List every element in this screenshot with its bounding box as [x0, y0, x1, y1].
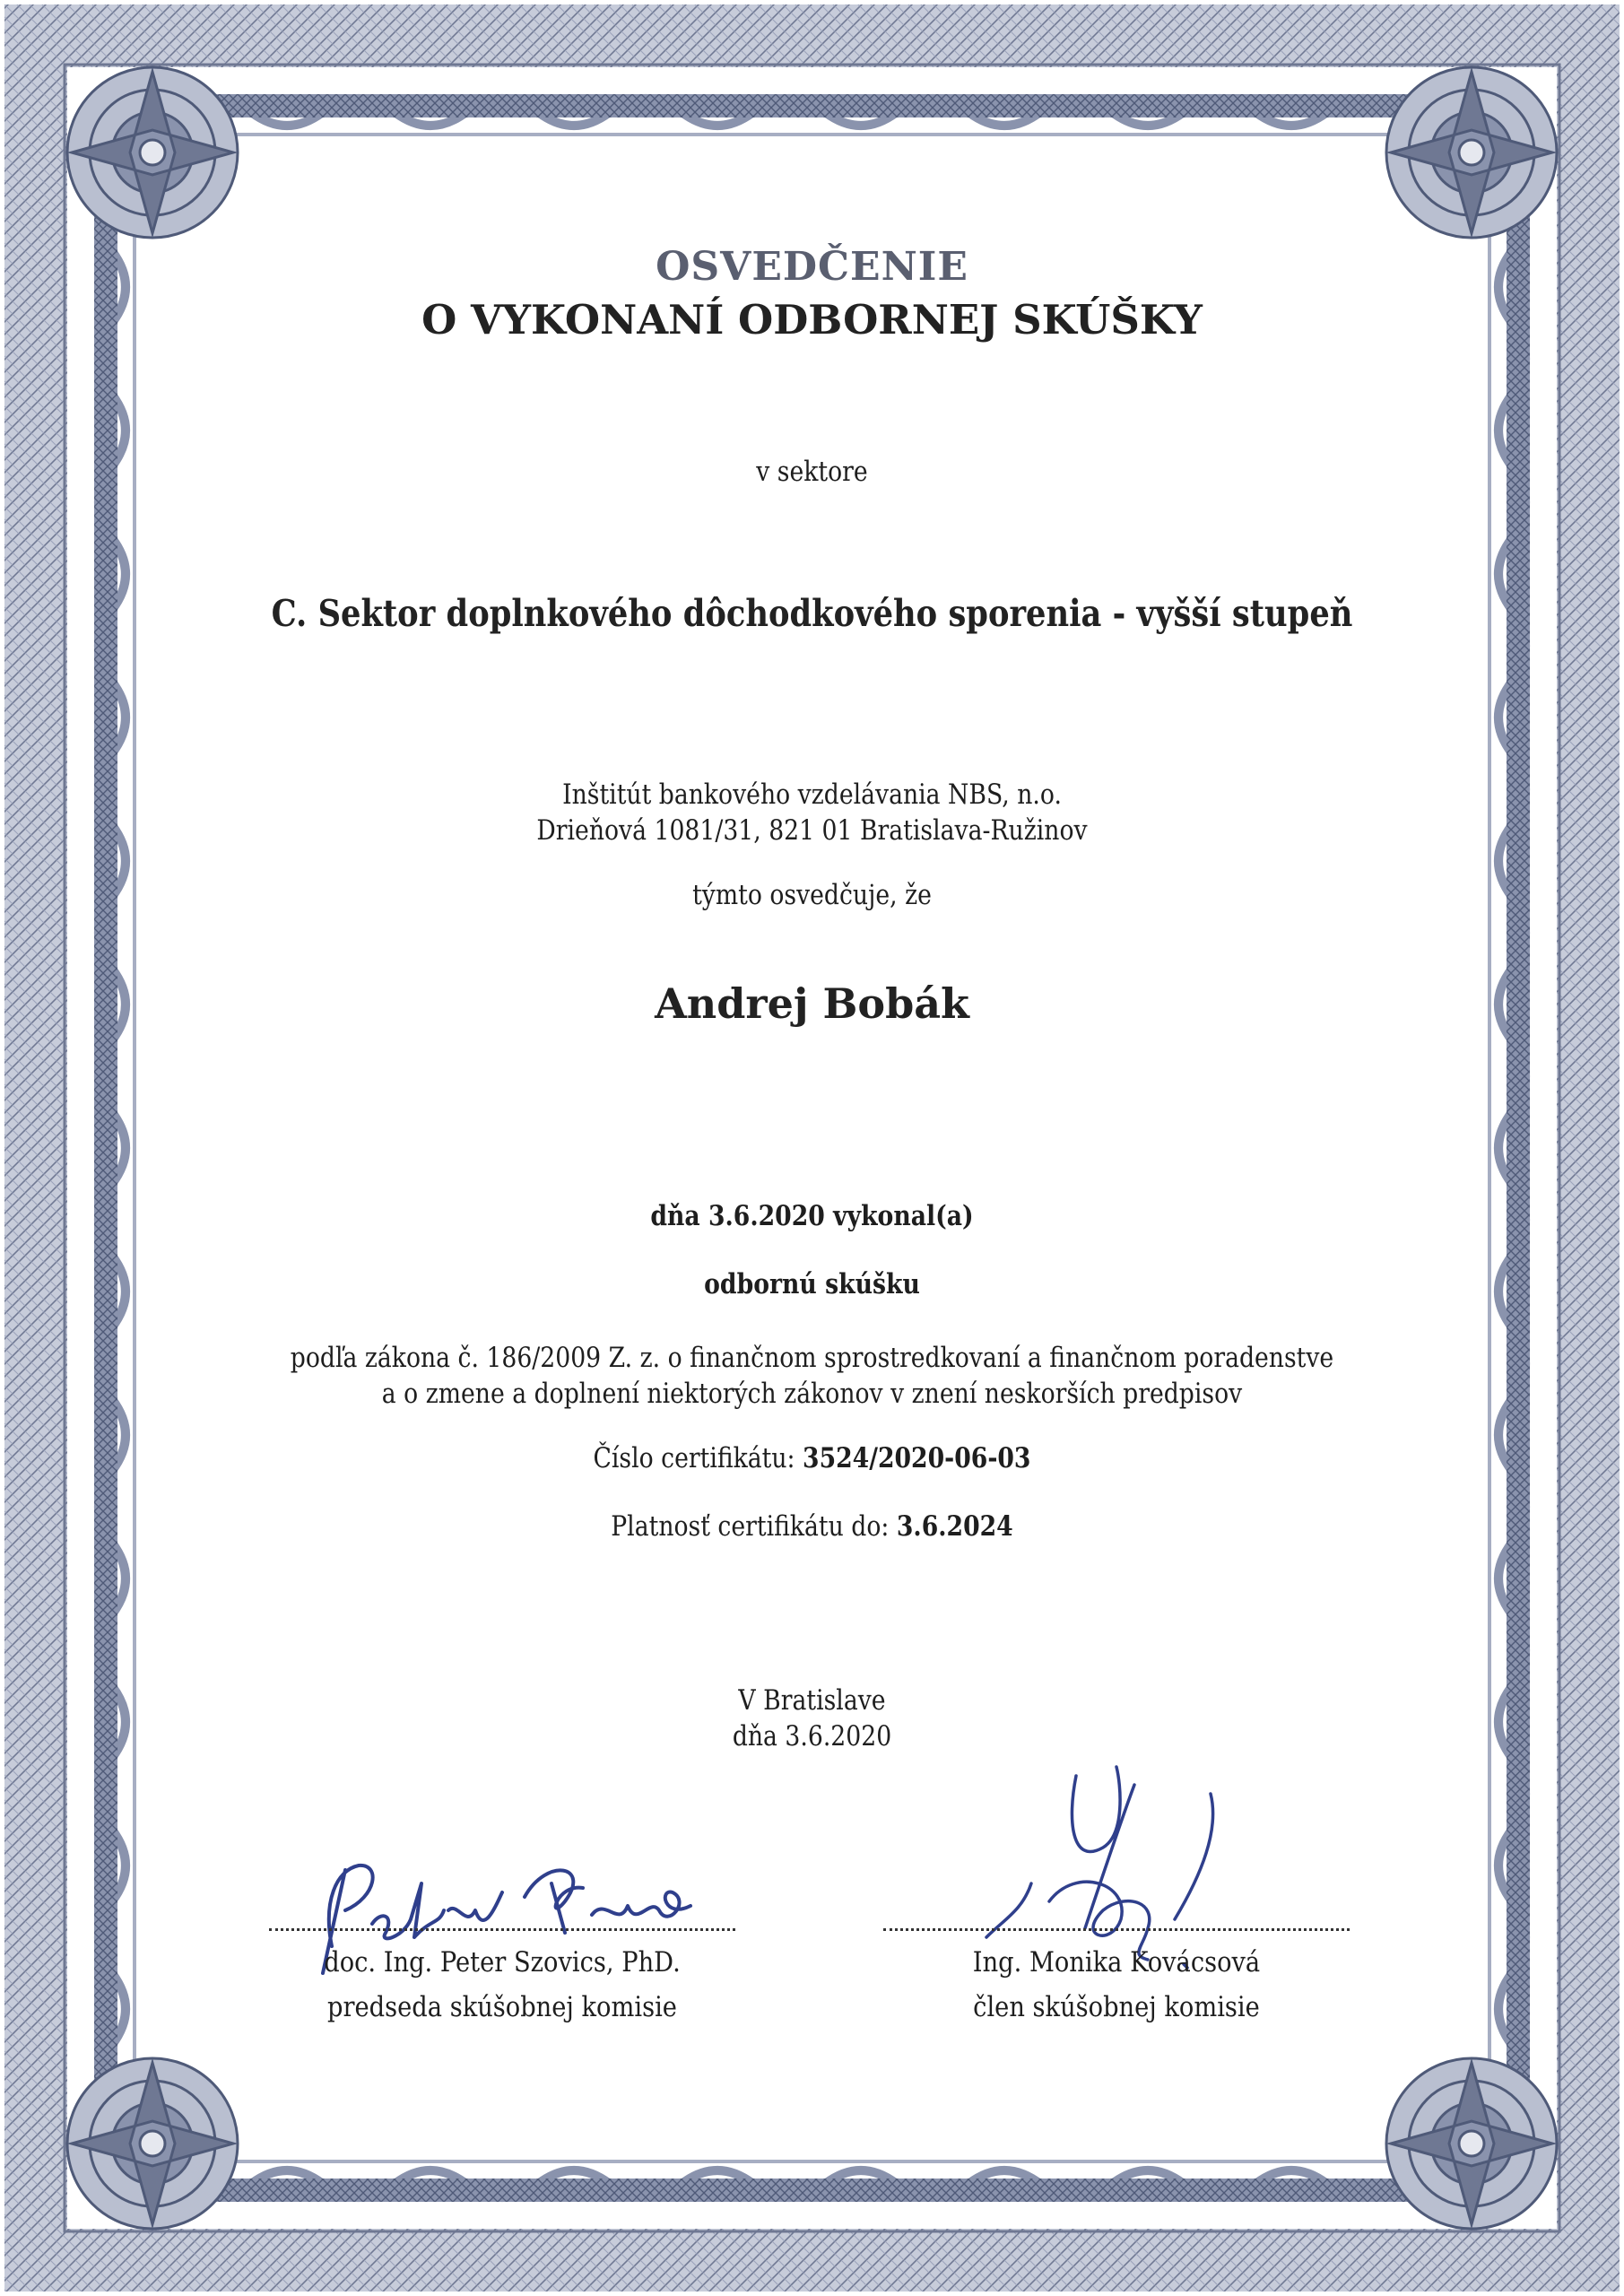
- signatory-name-left: doc. Ing. Peter Szovics, PhD.: [324, 1946, 681, 1979]
- certificate-number: 3524/2020-06-03: [803, 1442, 1031, 1474]
- issue-place: V Bratislave: [738, 1684, 886, 1717]
- certificate-subtitle: O VYKONANÍ ODBORNEJ SKÚŠKY: [421, 296, 1203, 344]
- signature-line-left: [269, 1928, 735, 1931]
- exam-name: odbornú skúšku: [704, 1268, 920, 1300]
- sector-intro: v sektore: [756, 456, 868, 488]
- validity-line: [114, 1510, 1510, 1543]
- issue-date: dňa 3.6.2020: [732, 1720, 892, 1752]
- validity-label: Platnosť certifikátu do:: [611, 1510, 890, 1543]
- holder-name: Andrej Bobák: [655, 979, 969, 1028]
- signatory-name-right: Ing. Monika Kovácsová: [972, 1946, 1261, 1979]
- law-reference-line1: podľa zákona č. 186/2009 Z. z. o finančnom sprostredkovaní a finančnom poradenstve: [290, 1342, 1334, 1374]
- validity-date: 3.6.2024: [896, 1510, 1013, 1543]
- institution-address: Drieňová 1081/31, 821 01 Bratislava-Ružinov: [536, 814, 1088, 847]
- exam-date-line: dňa 3.6.2020 vykonal(a): [650, 1200, 974, 1232]
- signature-line-right: [883, 1928, 1350, 1931]
- certificate-number-label: Číslo certifikátu:: [593, 1442, 795, 1474]
- certificate-number-line: [114, 1442, 1510, 1474]
- sector-name: C. Sektor doplnkového dôchodkového sporenia - vyšší stupeň: [271, 592, 1353, 635]
- signatory-role-left: predseda skúšobnej komisie: [327, 1991, 677, 2023]
- institution-name: Inštitút bankového vzdelávania NBS, n.o.: [562, 778, 1062, 811]
- certificate-title: OSVEDČENIE: [656, 244, 968, 290]
- attestation-text: týmto osvedčuje, že: [692, 879, 932, 911]
- signatory-role-right: člen skúšobnej komisie: [973, 1991, 1260, 2023]
- law-reference-line2: a o zmene a doplnení niektorých zákonov v znení neskorších predpisov: [381, 1378, 1243, 1410]
